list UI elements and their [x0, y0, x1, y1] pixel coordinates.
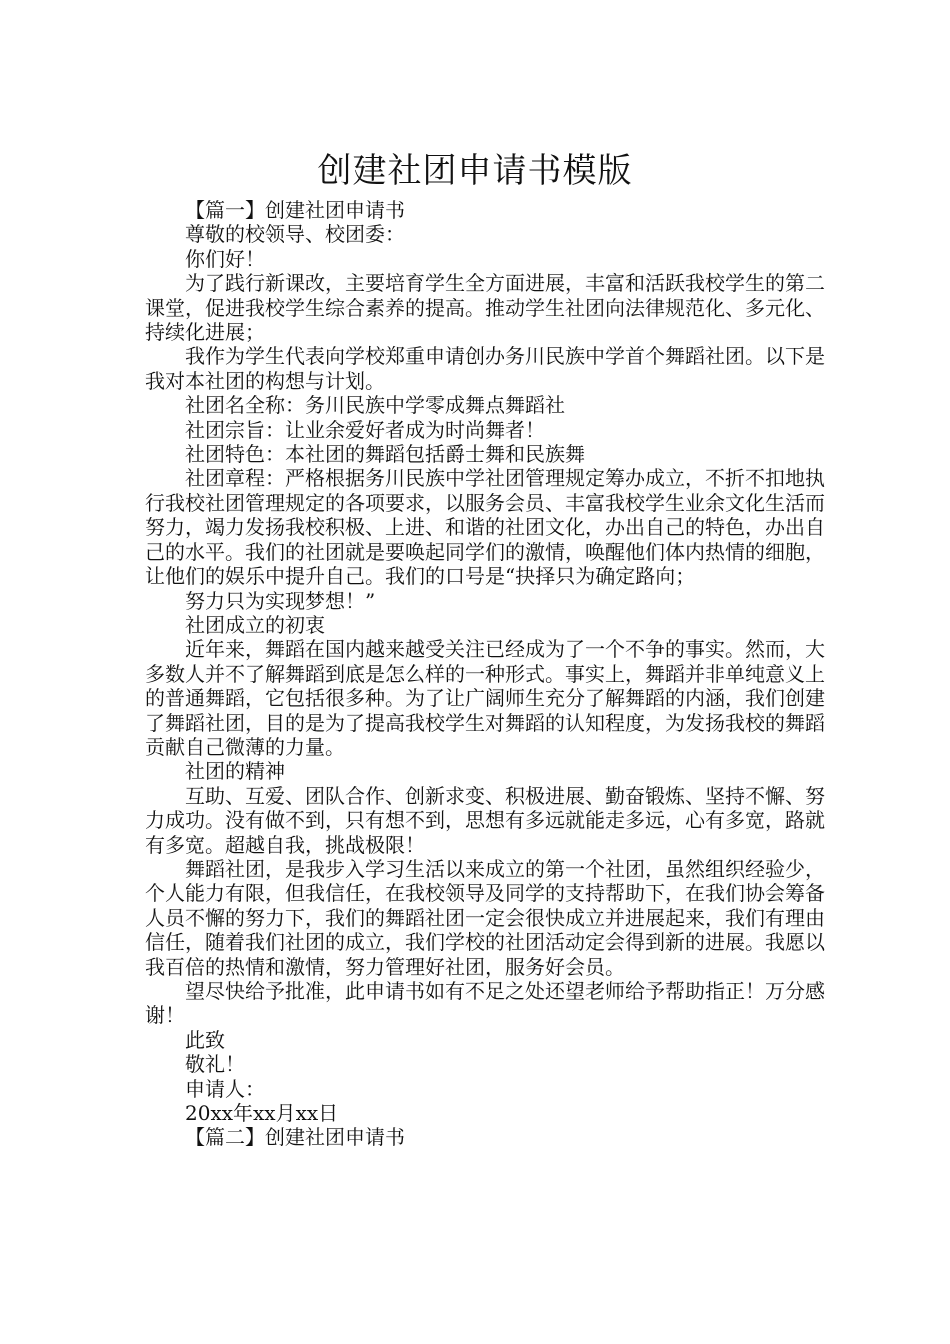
- section-heading-2: 【篇二】创建社团申请书: [185, 1125, 405, 1150]
- paragraph: 舞蹈社团，是我步入学习生活以来成立的第一个社团，虽然组织经验少，个人能力有限，但我信任，在我校领导及同学的支持帮助下，在我们协会筹备人员不懈的努力下，我们的舞蹈社团一定会很快成立并进展起来，我们有理由信任，随着我们社团的成立，我们学校的社团活动定会得到新的进展。我愿以我百倍的热情和激情，努力管理好社团，服务好会员。: [145, 856, 825, 979]
- paragraph: 互助、互爱、团队合作、创新求变、积极进展、勤奋锻炼、坚持不懈、努力成功。没有做不到，只有想不到，思想有多远就能走多远，心有多宽，路就有多宽。超越自我，挑战极限！: [145, 783, 825, 857]
- applicant: 申请人：: [185, 1076, 265, 1101]
- club-feature: 社团特色：本社团的舞蹈包括爵士舞和民族舞: [185, 442, 585, 467]
- closing-1: 此致: [185, 1027, 225, 1052]
- document-title: 创建社团申请书模版: [317, 150, 633, 191]
- subheading-origin: 社团成立的初衷: [185, 612, 325, 637]
- salutation: 尊敬的校领导、校团委：: [185, 222, 405, 247]
- section-heading-1: 【篇一】创建社团申请书: [185, 198, 405, 222]
- club-charter: 社团章程：严格根据务川民族中学社团管理规定筹办成立，不折不扣地执行我校社团管理规定的各项要求，以服务会员、丰富我校学生业余文化生活而努力，竭力发扬我校积极、上进、和谐的社团文化，办出自己的特色，办出自己的水平。我们的社团就是要唤起同学们的激情，唤醒他们体内热情的细胞，让他们的娱乐中提升自己。我们的口号是“抉择只为确定路向；: [145, 466, 825, 589]
- club-name: 社团名全称：务川民族中学零成舞点舞蹈社: [185, 393, 565, 418]
- greeting: 你们好！: [185, 246, 265, 271]
- paragraph: 望尽快给予批准，此申请书如有不足之处还望老师给予帮助指正！万分感谢！: [145, 979, 825, 1028]
- paragraph: 近年来，舞蹈在国内越来越受关注已经成为了一个不争的事实。然而，大多数人并不了解舞蹈到底是怎么样的一种形式。事实上，舞蹈并非单纯意义上的普通舞蹈，它包括很多种。为了让广阔师生充分了解舞蹈的内涵，我们创建了舞蹈社团，目的是为了提高我校学生对舞蹈的认知程度，为发扬我校的舞蹈贡献自己微薄的力量。: [145, 637, 825, 759]
- closing-2: 敬礼！: [185, 1052, 245, 1077]
- paragraph: 我作为学生代表向学校郑重申请创办务川民族中学首个舞蹈社团。以下是我对本社团的构想与计划。: [145, 344, 825, 393]
- slogan-line: 努力只为实现梦想！”: [185, 588, 376, 613]
- subheading-spirit: 社团的精神: [185, 759, 285, 784]
- club-purpose: 社团宗旨：让业余爱好者成为时尚舞者！: [185, 417, 545, 442]
- document-body: [145, 198, 825, 1150]
- paragraph: 为了践行新课改，主要培育学生全方面进展，丰富和活跃我校学生的第二课堂，促进我校学生综合素养的提高。推动学生社团向法律规范化、多元化、持续化进展；: [145, 271, 825, 345]
- date: 20xx年xx月xx日: [185, 1101, 339, 1126]
